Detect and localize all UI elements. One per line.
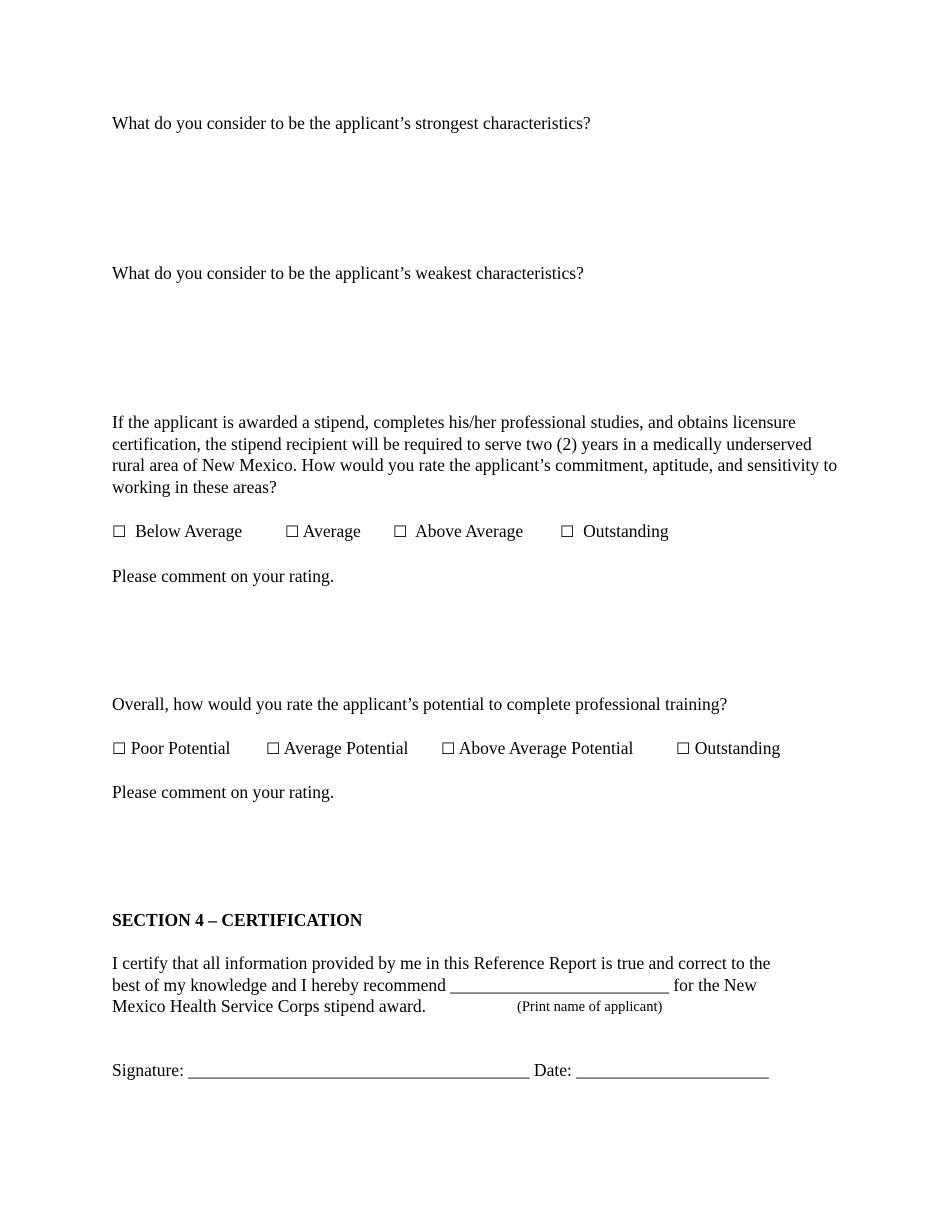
strongest-characteristics-question: What do you consider to be the applicant’s strongest characteristics? bbox=[112, 113, 591, 133]
weakest-characteristics-question: What do you consider to be the applicant’s weakest characteristics? bbox=[112, 263, 584, 283]
option-poor-potential[interactable] bbox=[112, 738, 230, 760]
option-label: Average bbox=[302, 521, 361, 541]
certification-line-3: Mexico Health Service Corps stipend award. bbox=[112, 996, 426, 1016]
comment-prompt-potential: Please comment on your rating. bbox=[112, 782, 335, 802]
signature-date-line[interactable]: Signature: _______________________________________ Date: ______________________ bbox=[112, 1060, 769, 1080]
option-label: Average Potential bbox=[283, 738, 409, 758]
comment-prompt-commitment: Please comment on your rating. bbox=[112, 566, 335, 586]
potential-question: Overall, how would you rate the applicant’s potential to complete professional training? bbox=[112, 694, 728, 714]
option-outstanding-potential[interactable] bbox=[676, 738, 780, 760]
option-above-average[interactable] bbox=[393, 521, 523, 543]
print-name-label: (Print name of applicant) bbox=[517, 999, 663, 1015]
option-label: Poor Potential bbox=[130, 738, 231, 758]
section-heading: SECTION 4 – CERTIFICATION bbox=[112, 910, 363, 930]
certification-statement bbox=[112, 953, 842, 1018]
option-average-potential[interactable] bbox=[266, 738, 408, 760]
option-outstanding[interactable] bbox=[560, 521, 669, 543]
option-below-average[interactable] bbox=[112, 521, 242, 543]
checkbox-icon[interactable]: ☐ bbox=[441, 739, 456, 758]
option-label: Above Average bbox=[415, 521, 524, 541]
option-average[interactable] bbox=[285, 521, 361, 543]
option-label: Above Average Potential bbox=[458, 738, 634, 758]
checkbox-icon[interactable]: ☐ bbox=[393, 522, 408, 541]
checkbox-icon[interactable]: ☐ bbox=[676, 739, 691, 758]
option-label: Outstanding bbox=[694, 738, 781, 758]
checkbox-icon[interactable]: ☐ bbox=[285, 522, 300, 541]
checkbox-icon[interactable]: ☐ bbox=[560, 522, 575, 541]
option-above-average-potential[interactable] bbox=[441, 738, 633, 760]
option-label: Outstanding bbox=[583, 521, 669, 541]
option-label: Below Average bbox=[135, 521, 243, 541]
checkbox-icon[interactable]: ☐ bbox=[112, 739, 127, 758]
checkbox-icon[interactable]: ☐ bbox=[112, 522, 127, 541]
certification-line-1: I certify that all information provided by me in this Reference Report is true and correct to the bbox=[112, 953, 771, 973]
checkbox-icon[interactable]: ☐ bbox=[266, 739, 281, 758]
commitment-question: If the applicant is awarded a stipend, completes his/her professional studies, and obtains licensure certification, the stipend recipient will be required to serve two (2) years in a medically underserved rural area of New Mexico. How would you rate the applicant’s commitment, aptitude, and sensitivity to working in these areas? bbox=[112, 412, 838, 497]
certification-line-2: best of my knowledge and I hereby recommend _________________________ for the New bbox=[112, 974, 757, 995]
